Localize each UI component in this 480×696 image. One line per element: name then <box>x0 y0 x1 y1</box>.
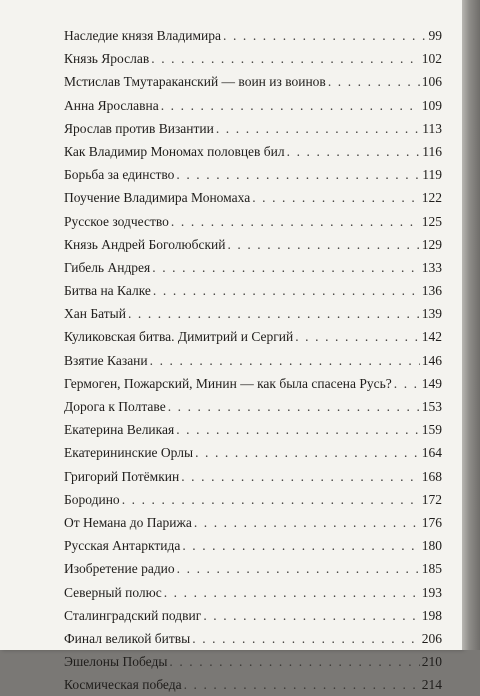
toc-entry <box>64 465 442 488</box>
toc-entry-title: Наследие князя Владимира <box>64 28 221 43</box>
toc-entry-title: Хан Батый <box>64 306 126 322</box>
page-edge <box>462 0 480 650</box>
toc-entry-page-number: 193 <box>421 584 442 600</box>
toc-leader-dots <box>152 256 419 279</box>
toc-entry <box>64 140 442 163</box>
toc-entry-title: Поучение Владимира Мономаха <box>64 190 251 206</box>
toc-entry-page-number: 176 <box>421 514 442 530</box>
toc-entry-title: Взятие Казани <box>64 352 148 368</box>
toc-leader-dots <box>153 279 420 302</box>
toc-entry-page-number: 106 <box>421 74 442 90</box>
toc-entry <box>64 302 442 325</box>
toc-entry <box>64 534 442 557</box>
toc-entry-title: Гибель Андрея <box>64 259 151 275</box>
toc-entry <box>64 24 442 47</box>
toc-leader-dots <box>182 534 419 557</box>
toc-entry-title: Ярослав против Византии <box>64 120 214 136</box>
toc-entry-page-number: 136 <box>421 283 442 299</box>
toc-entry <box>64 279 442 302</box>
toc-entry <box>64 372 442 395</box>
toc-entry <box>64 604 442 627</box>
toc-leader-dots <box>181 465 420 488</box>
toc-entry-page-number: 99 <box>428 28 442 43</box>
toc-leader-dots <box>394 372 420 395</box>
toc-leader-dots <box>128 302 420 325</box>
toc-entry-page-number: 198 <box>421 607 442 623</box>
toc-leader-dots <box>169 650 419 673</box>
toc-entry-page-number: 109 <box>421 97 442 113</box>
toc-leader-dots <box>176 418 420 441</box>
toc-entry-title: Борьба за единство <box>64 167 175 183</box>
toc-entry-page-number: 122 <box>421 190 442 206</box>
toc-entry <box>64 163 442 186</box>
toc-entry-page-number: 210 <box>421 654 442 670</box>
table-of-contents <box>64 24 442 696</box>
toc-entry <box>64 673 442 696</box>
toc-entry-title: Князь Ярослав <box>64 51 150 67</box>
toc-entry <box>64 557 442 580</box>
toc-entry-title: Сталинградский подвиг <box>64 607 202 623</box>
toc-entry-title: Изобретение радио <box>64 561 175 577</box>
toc-entry-title: Северный полюс <box>64 584 162 600</box>
toc-leader-dots <box>176 163 420 186</box>
toc-entry-page-number: 142 <box>421 329 442 345</box>
toc-leader-dots <box>203 604 419 627</box>
toc-entry-page-number: 139 <box>421 306 442 322</box>
toc-entry-title: Анна Ярославна <box>64 97 159 113</box>
toc-entry <box>64 210 442 233</box>
toc-entry <box>64 256 442 279</box>
toc-leader-dots <box>184 673 420 696</box>
toc-entry-page-number: 206 <box>421 630 442 646</box>
toc-entry-title: Гермоген, Пожарский, Минин — как была спасена Русь? <box>64 375 392 391</box>
toc-entry <box>64 94 442 117</box>
toc-entry-page-number: 125 <box>421 213 442 229</box>
toc-entry-page-number: 168 <box>421 468 442 484</box>
toc-leader-dots <box>150 349 420 372</box>
toc-entry <box>64 117 442 140</box>
toc-entry <box>64 349 442 372</box>
toc-entry <box>64 70 442 93</box>
toc-leader-dots <box>194 511 420 534</box>
toc-entry-title: Битва на Калке <box>64 283 151 299</box>
toc-leader-dots <box>151 47 420 70</box>
toc-leader-dots <box>168 395 420 418</box>
toc-entry-title: Григорий Потёмкин <box>64 468 180 484</box>
toc-entry <box>64 325 442 348</box>
toc-entry-title: Космическая победа <box>64 677 182 693</box>
toc-entry-title: Русская Антарктида <box>64 538 181 554</box>
toc-leader-dots <box>164 581 420 604</box>
toc-entry-page-number: 172 <box>421 491 442 507</box>
toc-entry <box>64 581 442 604</box>
toc-entry-page-number: 102 <box>421 51 442 67</box>
toc-entry <box>64 650 442 673</box>
toc-entry <box>64 47 442 70</box>
toc-entry <box>64 395 442 418</box>
toc-entry-page-number: 159 <box>421 422 442 438</box>
toc-leader-dots <box>195 441 420 464</box>
toc-leader-dots <box>287 140 421 163</box>
toc-entry-page-number: 113 <box>422 120 442 136</box>
toc-entry-title: Русское зодчество <box>64 213 169 229</box>
toc-leader-dots <box>177 557 420 580</box>
toc-leader-dots <box>122 488 420 511</box>
toc-entry <box>64 441 442 464</box>
toc-entry-title: От Немана до Парижа <box>64 514 192 530</box>
toc-entry-title: Князь Андрей Боголюбский <box>64 236 226 252</box>
toc-leader-dots <box>171 210 420 233</box>
toc-leader-dots <box>328 70 420 93</box>
toc-entry-title: Финал великой битвы <box>64 630 191 646</box>
toc-leader-dots <box>223 24 427 47</box>
toc-leader-dots <box>227 233 419 256</box>
toc-entry-page-number: 153 <box>421 399 442 414</box>
toc-entry <box>64 488 442 511</box>
toc-entry-page-number: 185 <box>421 561 442 577</box>
toc-entry-title: Как Владимир Мономах половцев бил <box>64 143 285 159</box>
toc-entry-title: Екатерининские Орлы <box>64 445 194 461</box>
toc-entry-title: Мстислав Тмутараканский — воин из воинов <box>64 74 326 90</box>
toc-entry-page-number: 214 <box>421 677 442 693</box>
toc-entry <box>64 418 442 441</box>
toc-entry-page-number: 149 <box>421 375 442 391</box>
toc-entry-title: Бородино <box>64 491 120 507</box>
toc-entry-title: Дорога к Полтаве <box>64 399 166 414</box>
toc-entry-title: Екатерина Великая <box>64 422 175 438</box>
toc-entry <box>64 627 442 650</box>
toc-entry-page-number: 146 <box>421 352 442 368</box>
toc-entry-page-number: 116 <box>422 143 442 159</box>
toc-entry-page-number: 180 <box>421 538 442 554</box>
toc-leader-dots <box>295 325 420 348</box>
toc-entry <box>64 511 442 534</box>
toc-entry-title: Эшелоны Победы <box>64 654 168 670</box>
toc-entry-page-number: 119 <box>422 167 442 183</box>
toc-leader-dots <box>192 627 420 650</box>
toc-leader-dots <box>216 117 420 140</box>
toc-entry <box>64 233 442 256</box>
toc-entry-page-number: 164 <box>421 445 442 461</box>
toc-leader-dots <box>161 94 420 117</box>
toc-leader-dots <box>252 186 420 209</box>
toc-entry-title: Куликовская битва. Димитрий и Сергий <box>64 329 294 345</box>
toc-entry-page-number: 129 <box>421 236 442 252</box>
toc-entry-page-number: 133 <box>421 259 442 275</box>
toc-entry <box>64 186 442 209</box>
